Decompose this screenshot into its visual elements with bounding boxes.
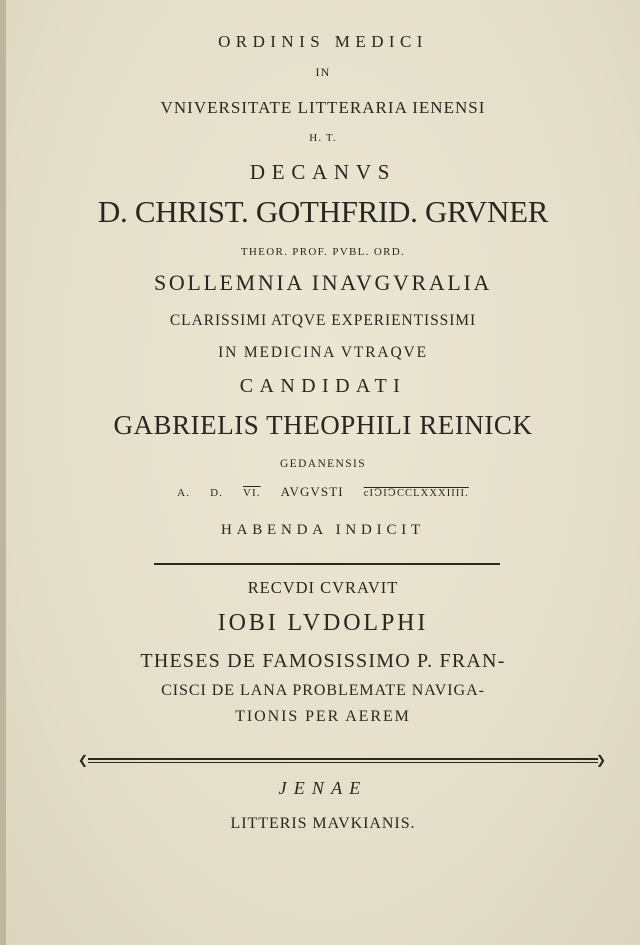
rule-left-ornament-icon: ❮ <box>78 753 89 767</box>
printer-name: IOBI LVDOLPHI <box>217 610 429 636</box>
date-year: cIↃIↃCCLXXXIIII. <box>363 488 469 499</box>
heading-habenda: HABENDA INDICIT <box>220 522 426 538</box>
heading-in: IN <box>315 65 331 79</box>
date-day: VI. <box>242 487 261 499</box>
theses-line-3: TIONIS PER AEREM <box>235 708 411 725</box>
heading-university: VNIVERSITATE LITTERARIA IENENSI <box>160 98 486 117</box>
rule-bottom <box>88 758 598 760</box>
date-d: D. <box>210 487 223 499</box>
heading-clarissimi: CLARISSIMI ATQVE EXPERIENTISSIMI <box>169 312 477 329</box>
place-jenae: JENAE <box>278 778 368 798</box>
date-line <box>6 484 640 500</box>
heading-in-medicina: IN MEDICINA VTRAQVE <box>218 344 428 361</box>
dean-title: THEOR. PROF. PVBL. ORD. <box>240 246 406 258</box>
heading-candidati: CANDIDATI <box>239 375 407 397</box>
candidate-name: GABRIELIS THEOPHILI REINICK <box>113 410 533 440</box>
heading-decanus: DECANVS <box>249 160 397 184</box>
heading-sollemnia: SOLLEMNIA INAVGVRALIA <box>154 270 492 295</box>
printer-imprint: LITTERIS MAVKIANIS. <box>230 815 416 832</box>
candidate-origin: GEDANENSIS <box>280 458 366 470</box>
rule-top <box>154 563 500 565</box>
rule-right-ornament-icon: ❯ <box>596 753 607 767</box>
heading-ht: H. T. <box>309 132 337 144</box>
rule-bottom-inner <box>88 762 598 763</box>
date-a: A. <box>177 487 191 499</box>
theses-line-2: CISCI DE LANA PROBLEMATE NAVIGA- <box>161 682 485 699</box>
date-month: AVGVSTI <box>280 484 344 499</box>
heading-recudi: RECVDI CVRAVIT <box>247 578 399 597</box>
heading-ordinis-medici: ORDINIS MEDICI <box>218 32 428 51</box>
dean-name: D. CHRIST. GOTHFRID. GRVNER <box>97 194 549 229</box>
theses-line-1: THESES DE FAMOSISSIMO P. FRAN- <box>140 650 506 672</box>
